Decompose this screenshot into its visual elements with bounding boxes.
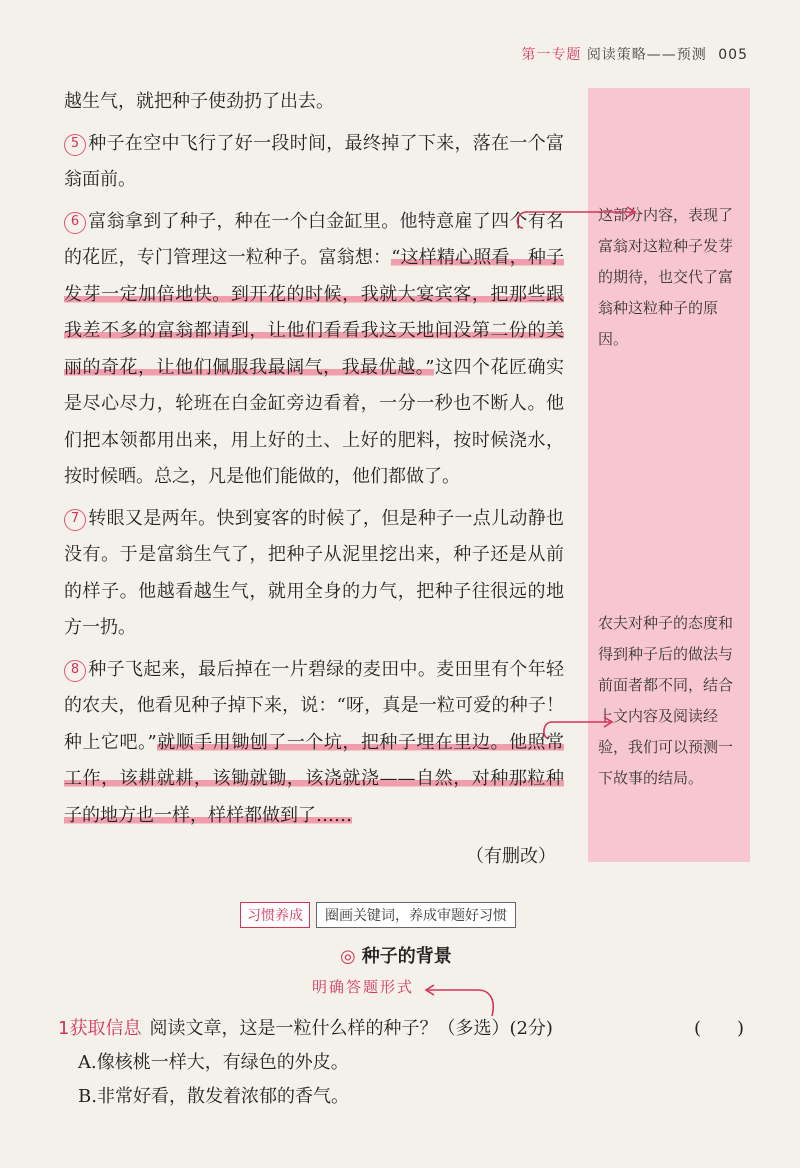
option-b[interactable]: B.非常好看，散发着浓郁的香气。: [78, 1086, 349, 1107]
paragraph-number: 5: [64, 134, 86, 156]
paragraph-8: 8 种子飞起来，最后掉在一片碧绿的麦田中。麦田里有个年轻的农夫，他看见种子掉下来，说：“呀，真是一粒可爱的种子！种上它吧。”就顺手用锄刨了一个坑，把种子埋在里边。他照常工作，该耕就耕，该锄就锄，该浇就浇——自然，对种那粒种子的地方也一样，样样都做到了……: [64, 658, 565, 826]
answer-blank[interactable]: ( ): [693, 1018, 744, 1039]
question-label: 1获取信息: [58, 1018, 142, 1039]
answer-tip: 明确答题形式: [312, 978, 415, 996]
section-label: 第一专题: [521, 47, 582, 63]
annotation-arrow-1: [505, 198, 640, 238]
habit-tag: 习惯养成: [240, 902, 310, 928]
question-text: 阅读文章，这是一粒什么样的种子？（多选）(2分): [149, 1018, 553, 1039]
habit-text: 圈画关键词，养成审题好习惯: [316, 902, 516, 928]
question-1: [58, 1014, 758, 1040]
paragraph-number: 7: [64, 509, 86, 531]
habit-banner: [240, 902, 516, 928]
paragraph-5: 5 种子在空中飞行了好一段时间，最终掉了下来，落在一个富翁面前。: [64, 132, 564, 190]
source-note: （有删改）: [466, 846, 556, 867]
paragraph-number: 6: [64, 212, 86, 234]
article-body: [64, 84, 564, 881]
paragraph-number: 8: [64, 660, 86, 682]
paragraph-7: 7 转眼又是两年。快到宴客的时候了，但是种子一点儿动静也没有。于是富翁生气了，把种子从泥里挖出来，种子还是从前的样子。他越看越生气，就用全身的力气，把种子往很远的地方一扔。: [64, 507, 564, 638]
option-a[interactable]: A.像核桃一样大，有绿色的外皮。: [78, 1052, 349, 1073]
annotation-note-2: 农夫对种子的态度和得到种子后的做法与前面者都不同，结合上文内容及阅读经验，我们可以预测一下故事的结局。: [598, 614, 734, 787]
highlighted-text: “这样精心照看，种子发芽一定加倍地快。到开花的时候，我就大宴宾客，把那些跟我差不多的富翁都请到，让他们看看我这天地间没第二份的美丽的奇花，让他们佩服我最阔气，我最优越。”: [64, 247, 565, 378]
highlighted-text: 就顺手用锄刨了一个坑，把种子埋在里边。他照常工作，该耕就耕，该锄就锄，该浇就浇——自然，对种那粒种子的地方也一样，样样都做到了……: [64, 731, 565, 826]
page-header: [521, 44, 748, 64]
target-icon: ◎: [340, 946, 356, 967]
page-number: 005: [718, 47, 748, 63]
paragraph-continued: 越生气，就把种子使劲扔了出去。: [64, 91, 334, 112]
header-title: 阅读策略——预测: [586, 47, 707, 63]
section-title: ◎ 种子的背景: [340, 946, 452, 967]
annotation-note-1: 这部分内容，表现了富翁对这粒种子发芽的期待，也交代了富翁种这粒种子的原因。: [598, 206, 734, 348]
paragraph-6: 6 富翁拿到了种子，种在一个白金缸里。他特意雇了四个有名的花匠，专门管理这一粒种子。富翁想：“这样精心照看，种子发芽一定加倍地快。到开花的时候，我就大宴宾客，把那些跟我差不多的富翁都请到，让他们看看我这天地间没第二份的美丽的奇花，让他们佩服我最阔气，我最优越。”这四个花匠确实是尽心尽力，轮班在白金缸旁边看着，一分一秒也不断人。他们把本领都用出来，用上好的土、上好的肥料，按时候浇水，按时候晒。总之，凡是他们能做的，他们都做了。: [64, 210, 565, 487]
annotation-arrow-2: [538, 700, 618, 744]
